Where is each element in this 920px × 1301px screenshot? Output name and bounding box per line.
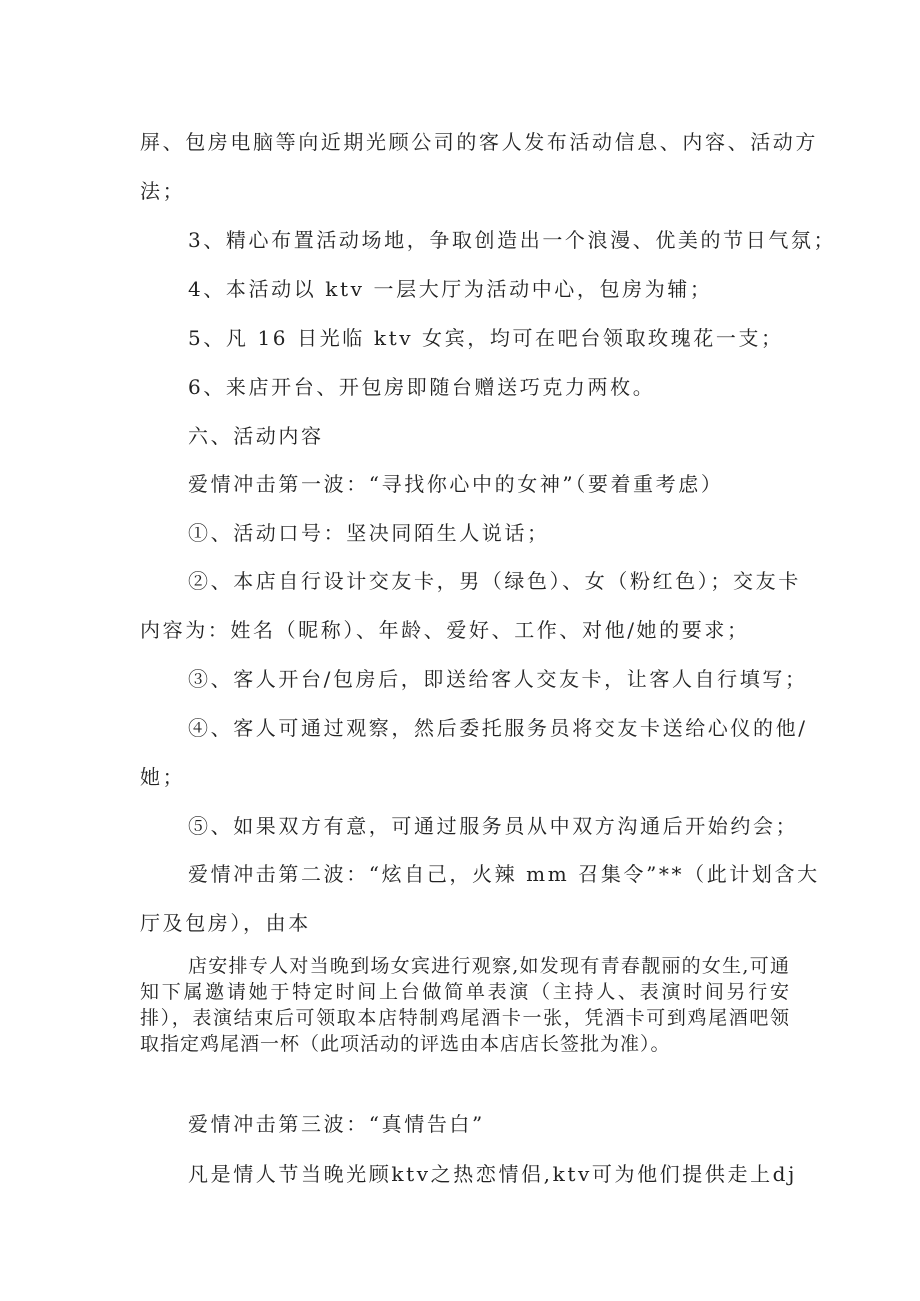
text-line: 厅及包房），由本 <box>140 911 311 935</box>
text-line: 屏、包房电脑等向近期光顾公司的客人发布活动信息、内容、活动方 <box>140 130 818 154</box>
text-line: ④、客人可通过观察，然后委托服务员将交友卡送给心仪的他/ <box>188 716 808 740</box>
text-line: 内容为：姓名（昵称）、年龄、爱好、工作、对他/她的要求； <box>140 618 750 642</box>
text-line: 爱情冲击第三波：“真情告白” <box>188 1112 485 1136</box>
text-line: ③、客人开台/包房后，即送给客人交友卡，让客人自行填写； <box>188 667 808 691</box>
text-line: 法； <box>140 179 186 203</box>
text-line: 4、本活动以 ktv 一层大厅为活动中心，包房为辅； <box>188 277 713 301</box>
section-heading: 六、活动内容 <box>188 424 324 448</box>
text-line: 6、来店开台、开包房即随台赠送巧克力两枚。 <box>188 375 656 399</box>
text-line: 爱情冲击第二波：“炫自己，火辣 mm 召集令”**（此计划含大 <box>188 862 820 886</box>
text-line: ②、本店自行设计交友卡，男（绿色）、女（粉红色）；交友卡 <box>188 569 801 593</box>
body-paragraph: 店安排专人对当晚到场女宾进行观察,如发现有青春靓丽的女生,可通知下属邀请她于特定时间上台做简单表演（主持人、表演时间另行安排），表演结束后可领取本店特制鸡尾酒卡一张，凭酒卡可到鸡尾酒吧领取指定鸡尾酒一杯（此项活动的评选由本店店长签批为准）。 <box>140 955 790 1055</box>
text-line: 凡是情人节当晚光顾ktv之热恋情侣,ktv可为他们提供走上dj <box>188 1162 797 1186</box>
text-line: 3、精心布置活动场地，争取创造出一个浪漫、优美的节日气氛； <box>188 228 837 252</box>
text-line: ⑤、如果双方有意，可通过服务员从中双方沟通后开始约会； <box>188 814 799 838</box>
text-line: 5、凡 16 日光临 ktv 女宾，均可在吧台领取玫瑰花一支； <box>188 326 784 350</box>
text-line: 爱情冲击第一波：“寻找你心中的女神”（要着重考虑） <box>188 472 724 496</box>
text-line: 她； <box>140 765 186 789</box>
text-line: ①、活动口号：坚决同陌生人说话； <box>188 521 550 545</box>
